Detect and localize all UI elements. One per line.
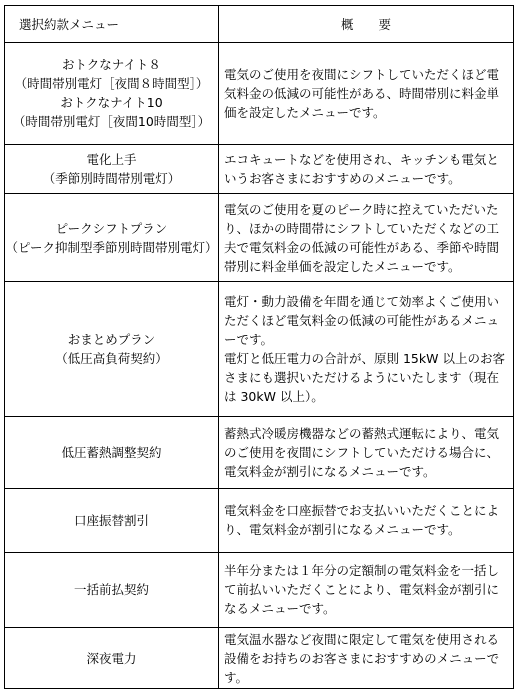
- menu-name-line: （時間帯別電灯［夜間８時間型］）: [14, 76, 209, 92]
- menu-description-cell: [219, 194, 514, 282]
- menu-description-cell: [219, 43, 514, 145]
- menu-description-line: いうお客さまにおすすめのメニューです。: [224, 170, 461, 186]
- menu-name-line: 電化上手: [86, 151, 137, 167]
- menu-description-line: 価を設定したメニューです。: [224, 104, 386, 120]
- menu-description-line: のご使用を夜間にシフトしていただける場合に、: [224, 445, 500, 460]
- header-menu-name: 選択約款メニュー: [5, 6, 219, 43]
- menu-description-cell: [219, 144, 514, 193]
- menu-description-line: ーです。: [224, 332, 274, 348]
- menu-description-line: 電気料金が割引になるメニューです。: [224, 464, 436, 479]
- menu-description-line: 設備をお持ちのお客さまにおすすめのメニューで: [224, 650, 500, 666]
- menu-description-cell: [219, 488, 514, 552]
- header-overview: 概 要: [219, 6, 514, 43]
- menu-overview-table: [4, 5, 514, 689]
- menu-name-cell: [5, 488, 219, 552]
- menu-name-line: （季節別時間帯別電灯）: [42, 170, 181, 186]
- menu-name-line: おトクなナイト10: [60, 95, 163, 111]
- menu-description-line: 電気のご使用を夜間にシフトしていただくほど電: [224, 66, 500, 82]
- menu-name-cell: [5, 194, 219, 282]
- menu-description-line: は 30kW 以上）。: [224, 389, 324, 405]
- menu-name-cell: [5, 144, 219, 193]
- menu-name-line: 深夜電力: [86, 650, 137, 666]
- menu-description-line: さまにも選択いただけるようにいたします（現在: [224, 370, 500, 386]
- menu-description-line: り、ほかの時間帯にシフトしていただくなどの工: [224, 220, 500, 236]
- table-row: [5, 282, 514, 417]
- menu-description-line: て前払いいただくことにより、電気料金が割引に: [224, 582, 500, 598]
- menu-name-cell: [5, 628, 219, 689]
- menu-description-line: 電気温水器など夜間に限定して電気を使用される: [224, 631, 500, 647]
- menu-description-cell: [219, 552, 514, 628]
- table-row: [5, 417, 514, 488]
- table-row: [5, 194, 514, 282]
- menu-description-line: 蓄熱式冷暖房機器などの蓄熱式運転により、電気: [224, 426, 500, 441]
- menu-description-line: り、電気料金が割引になるメニューです。: [224, 522, 461, 538]
- menu-description-cell: [219, 628, 514, 689]
- menu-description-line: 気料金の低減の可能性がある、時間帯別に料金単: [224, 85, 500, 101]
- menu-description-line: 半年分または１年分の定額制の電気料金を一括し: [224, 563, 500, 579]
- menu-description-cell: [219, 282, 514, 417]
- table-body: [5, 43, 514, 689]
- table-row: [5, 43, 514, 145]
- menu-description-line: 電気料金を口座振替でお支払いいただくことによ: [224, 503, 500, 519]
- menu-name-line: （低圧高負荷契約）: [55, 351, 168, 367]
- menu-description-line: 電気のご使用を夏のピーク時に控えていただいた: [224, 201, 499, 217]
- menu-description-line: 電灯と低圧電力の合計が、原則 15kW 以上のお客: [224, 351, 505, 367]
- table-row: [5, 144, 514, 193]
- table-row: [5, 488, 514, 552]
- menu-name-line: おトクなナイト８: [62, 57, 161, 73]
- menu-name-line: （ピーク抑制型季節別時間帯別電灯）: [5, 239, 218, 255]
- menu-name-line: 一括前払契約: [73, 582, 149, 598]
- table-row: [5, 552, 514, 628]
- menu-name-line: ピークシフトプラン: [55, 220, 168, 236]
- menu-name-cell: [5, 282, 219, 417]
- menu-name-line: おまとめプラン: [67, 332, 156, 348]
- menu-description-cell: [219, 417, 514, 488]
- menu-name-line: 低圧蓄熱調整契約: [61, 445, 162, 460]
- menu-name-line: 口座振替割引: [73, 512, 149, 528]
- menu-name-cell: [5, 43, 219, 145]
- menu-description-line: す。: [224, 669, 249, 685]
- menu-name-cell: [5, 417, 219, 488]
- table-row: [5, 628, 514, 689]
- menu-name-line: （時間帯別電灯［夜間10時間型］）: [12, 114, 211, 130]
- menu-description-line: 帯別に料金単価を設定したメニューです。: [224, 258, 461, 274]
- menu-description-line: 夫で電気料金の低減の可能性がある、季節や時間: [224, 239, 500, 255]
- menu-description-line: エコキュートなどを使用され、キッチンも電気と: [224, 151, 499, 167]
- menu-name-cell: [5, 552, 219, 628]
- table-header-row: [5, 6, 514, 43]
- menu-description-line: 電灯・動力設備を年間を通じて効率よくご使用い: [224, 294, 500, 310]
- menu-description-line: なるメニューです。: [224, 601, 336, 617]
- menu-description-line: ただくほど電気料金の低減の可能性があるメニュ: [224, 313, 500, 329]
